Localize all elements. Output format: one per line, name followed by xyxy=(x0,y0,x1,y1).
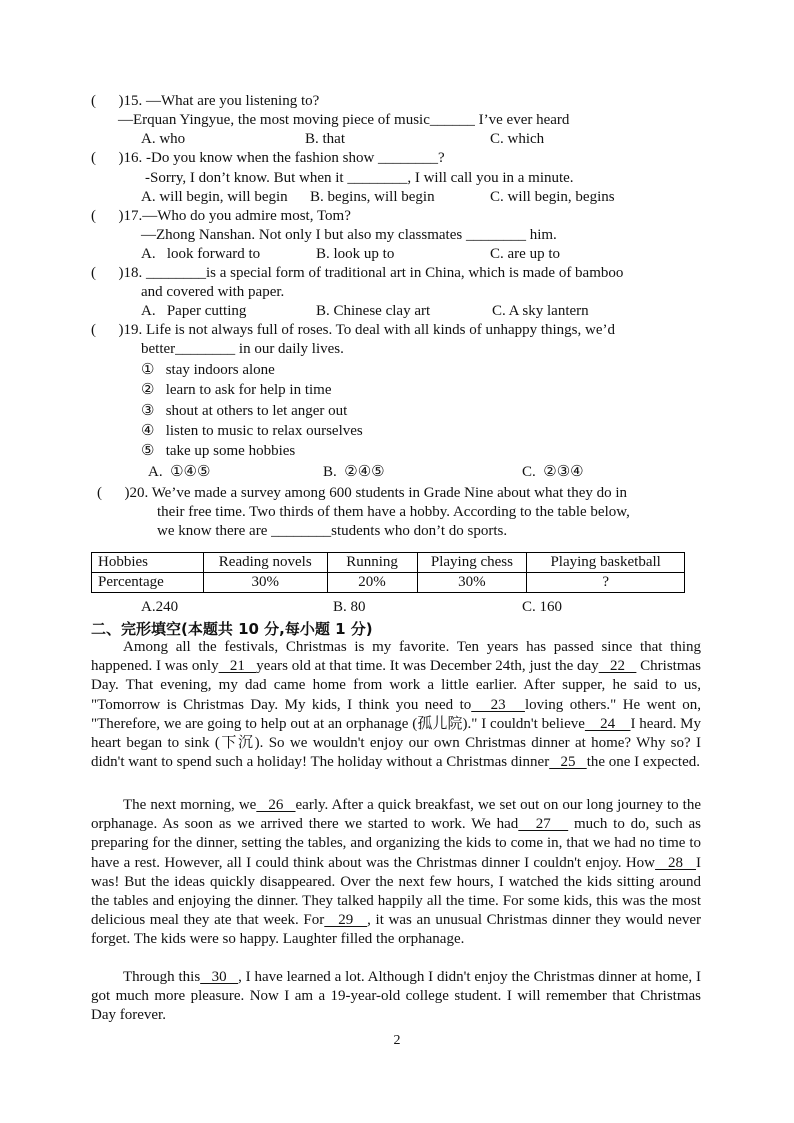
passage-text: Christmas Day. That evening, my dad came home from work a little earlier. After supper, he said to us, "Tomorrow is Christmas Day. My kids, I think you need to xyxy=(91,658,702,713)
q19-item-2: ② learn to ask for help in time xyxy=(141,382,332,398)
q20-stem: ( )20. We’ve made a survey among 600 students in Grade Nine about what they do in xyxy=(97,485,628,501)
blank-number: 26 xyxy=(256,797,296,813)
passage-text: much to do, such as preparing for the dinner, setting the tables, and organizing the kids to come in, that we had no time to have a rest. However, all I could think about was the Christmas dinner I couldn't enjoy. How xyxy=(91,816,702,871)
passage-text: , it was an unusual Christmas dinner they would never forget. The kids were so happy. Laughter filled the orphanage. xyxy=(91,912,702,948)
q20-line2: their free time. Two thirds of them have a hobby. According to the table below, xyxy=(157,504,630,520)
table-header-row xyxy=(92,553,685,573)
q19-item-3: ③ shout at others to let anger out xyxy=(141,403,348,419)
table-cell: Percentage xyxy=(92,573,204,593)
q20-option-c: C. 160 xyxy=(522,599,563,615)
table-cell: 30% xyxy=(417,573,527,593)
hobbies-table xyxy=(91,552,685,593)
q18-option-b: B. Chinese clay art xyxy=(316,303,431,319)
passage-paragraph-3 xyxy=(91,968,701,1026)
blank-number: 25 xyxy=(549,754,587,771)
q19-item-4: ④ listen to music to relax ourselves xyxy=(141,423,363,439)
blank-number: 28 xyxy=(655,854,697,871)
blank-number: 24 xyxy=(584,715,631,732)
q19-option-b: B. ②④⑤ xyxy=(323,464,385,480)
table-header-cell: Playing chess xyxy=(417,553,527,573)
q19-item-5: ⑤ take up some hobbies xyxy=(141,443,296,459)
q18-option-c: C. A sky lantern xyxy=(492,303,589,319)
q18-stem: ( )18. ________is a special form of traditional art in China, which is made of bamboo xyxy=(91,265,624,281)
passage-text: , I have learned a lot. Although I didn't enjoy the Christmas dinner at home, I got much more pleasure. Now I am a 19-year-old college student. I will remember that Christmas Day forever. xyxy=(91,969,701,1024)
q19-option-a: A. ①④⑤ xyxy=(148,464,211,480)
q15-line2: —Erquan Yingyue, the most moving piece of music______ I’ve ever heard xyxy=(118,112,570,128)
q15-stem: ( )15. —What are you listening to? xyxy=(91,93,320,109)
blank-number: 29 xyxy=(324,912,368,929)
passage-paragraph-2 xyxy=(91,796,701,950)
q20-option-a: A.240 xyxy=(141,599,179,615)
passage-text: the one I expected. xyxy=(586,754,700,771)
q18-option-a: A. Paper cutting xyxy=(141,303,247,319)
section-title: 二、完形填空(本题共 10 分,每小题 1 分) xyxy=(91,620,373,638)
q16-stem: ( )16. -Do you know when the fashion show ________? xyxy=(91,150,445,166)
blank-number: 22 xyxy=(598,658,637,675)
q20-option-b: B. 80 xyxy=(333,599,366,615)
page-number: 2 xyxy=(393,1033,401,1048)
passage-text: I was! But the ideas quickly disappeared. Over the next few hours, I watched the kids sitting around the tables and enjoying the dinner. They talked happily all the time. For some kids, this was the most delicious meal they ate that week. For xyxy=(91,854,702,929)
q19-line2: better________ in our daily lives. xyxy=(141,341,344,357)
passage-paragraph-1 xyxy=(91,638,701,772)
q16-line2: -Sorry, I don’t know. But when it ________, I will call you in a minute. xyxy=(145,170,574,186)
passage-text: early. After a quick breakfast, we set out on our long journey to the orphanage. As soon as we arrived there we started to work. We had xyxy=(91,797,702,833)
q16-option-a: A. will begin, will begin xyxy=(141,189,288,205)
q17-option-c: C. are up to xyxy=(490,246,560,262)
passage-text: loving others." He went on, "Therefore, we are going to help out at an orphanage (孤儿院)." I couldn't believe xyxy=(91,696,701,732)
q15-option-a: A. who xyxy=(141,131,186,147)
q19-stem: ( )19. Life is not always full of roses. To deal with all kinds of unhappy things, we’d xyxy=(91,322,616,338)
table-cell: ? xyxy=(527,573,685,593)
passage-text: years old at that time. It was December 24th, just the day xyxy=(256,658,599,675)
q16-option-c: C. will begin, begins xyxy=(490,189,615,205)
table-cell: 20% xyxy=(327,573,417,593)
q15-option-c: C. which xyxy=(490,131,545,147)
q19-option-c: C. ②③④ xyxy=(522,464,584,480)
table-header-cell: Reading novels xyxy=(203,553,327,573)
passage-text: Among all the festivals, Christmas is my favorite. Ten years has passed since that thing happened. I was only xyxy=(91,639,701,675)
q18-line2: and covered with paper. xyxy=(141,284,285,300)
passage-text: I heard. My heart began to sink (下沉). So we wouldn't enjoy our own Christmas dinner at home? Why so? I didn't want to spend such a holiday! The holiday without a Christmas dinner xyxy=(91,715,702,771)
passage-text: The next morning, we xyxy=(123,797,257,813)
q19-item-1: ① stay indoors alone xyxy=(141,362,275,378)
table-cell: 30% xyxy=(203,573,327,593)
table-header-cell: Playing basketball xyxy=(527,553,685,573)
q17-option-b: B. look up to xyxy=(316,246,395,262)
blank-number: 30 xyxy=(200,969,239,985)
table-row xyxy=(92,573,685,593)
passage-text: Through this xyxy=(123,969,201,985)
blank-number: 23 xyxy=(471,696,525,713)
q17-stem: ( )17.—Who do you admire most, Tom? xyxy=(91,208,351,224)
q16-option-b: B. begins, will begin xyxy=(310,189,435,205)
q17-line2: —Zhong Nanshan. Not only I but also my classmates ________ him. xyxy=(141,227,557,243)
q15-option-b: B. that xyxy=(305,131,345,147)
q20-line3: we know there are ________students who don’t do sports. xyxy=(157,523,508,539)
blank-number: 21 xyxy=(218,658,257,675)
blank-number: 27 xyxy=(518,816,569,833)
table-header-cell: Hobbies xyxy=(92,553,204,573)
table-header-cell: Running xyxy=(327,553,417,573)
q17-option-a: A. look forward to xyxy=(141,246,261,262)
